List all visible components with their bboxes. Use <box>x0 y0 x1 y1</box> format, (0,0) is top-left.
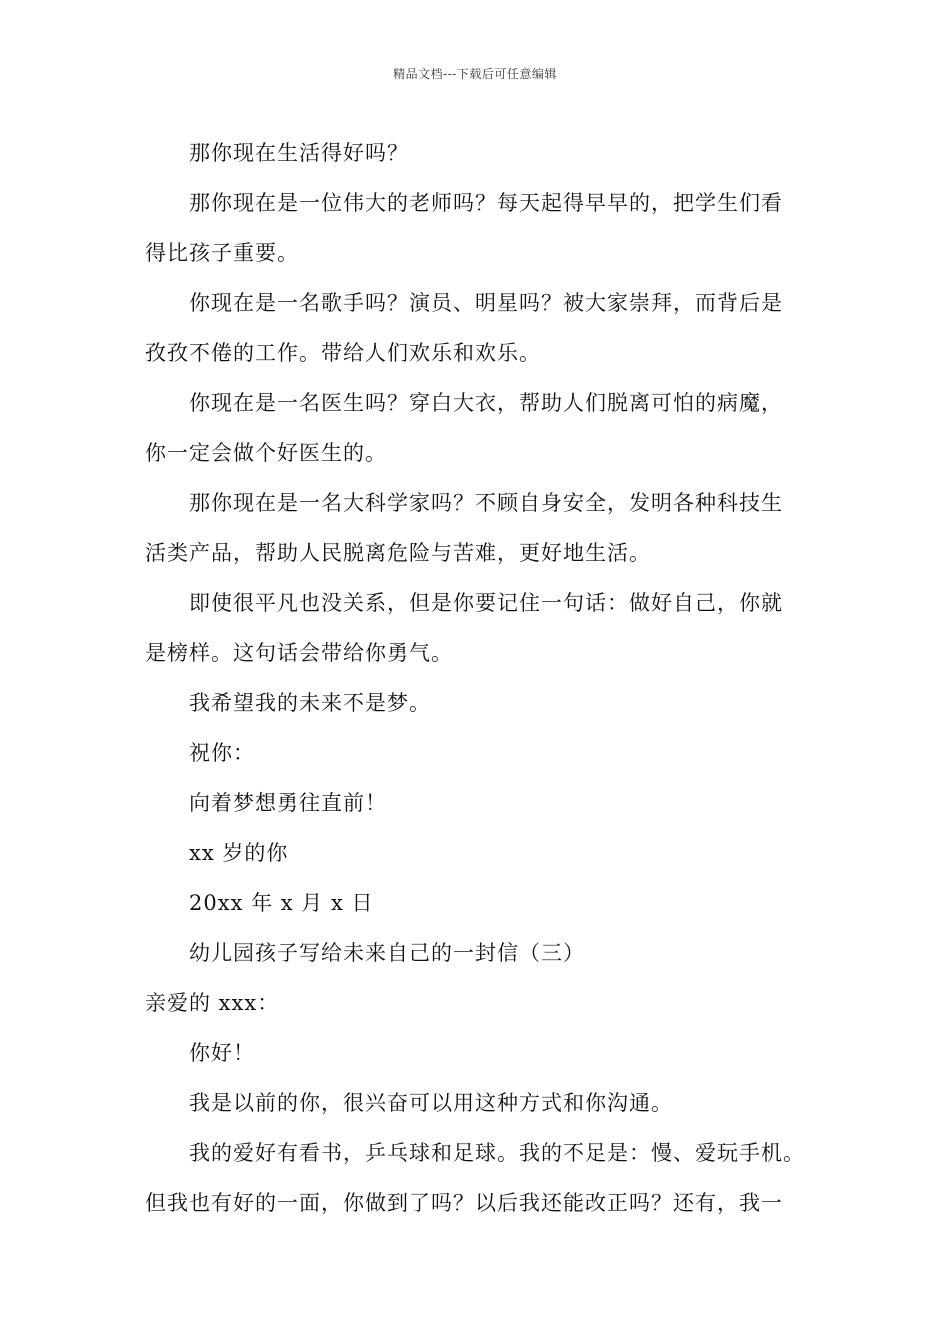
text-line: 是榜样。这句话会带给你勇气。 <box>145 641 453 665</box>
text-line: 我的爱好有看书，乒乓球和足球。我的不足是：慢、爱玩手机。 <box>189 1141 805 1165</box>
text-line: 我是以前的你，很兴奋可以用这种方式和你沟通。 <box>189 1091 673 1115</box>
text-line: 活类产品，帮助人民脱离危险与苦难，更好地生活。 <box>145 541 651 565</box>
text-line: 那你现在生活得好吗？ <box>189 141 409 165</box>
text-line: 那你现在是一位伟大的老师吗？每天起得早早的，把学生们看 <box>189 191 783 215</box>
page-header: 精品文档---下载后可任意编辑 <box>393 67 557 81</box>
text-line: 即使很平凡也没关系，但是你要记住一句话：做好自己，你就 <box>189 591 783 615</box>
date-line: 20xx 年 x 月 x 日 <box>189 891 374 915</box>
section-title: 幼儿园孩子写给未来自己的一封信（三） <box>189 941 585 965</box>
text-line: 你好！ <box>189 1041 255 1065</box>
text-line: 得比孩子重要。 <box>145 241 299 265</box>
text-line: 你现在是一名歌手吗？演员、明星吗？被大家崇拜，而背后是 <box>189 291 783 315</box>
document-body <box>145 128 815 1228</box>
closing-wish: 向着梦想勇往直前！ <box>189 791 387 815</box>
signature: xx 岁的你 <box>189 841 289 865</box>
greeting-line: 亲爱的 xxx： <box>145 991 280 1015</box>
text-line: 那你现在是一名大科学家吗？不顾自身安全，发明各种科技生 <box>189 491 783 515</box>
text-line: 你一定会做个好医生的。 <box>145 441 387 465</box>
text-line: 但我也有好的一面，你做到了吗？以后我还能改正吗？还有，我一 <box>145 1191 783 1215</box>
text-line: 孜孜不倦的工作。带给人们欢乐和欢乐。 <box>145 341 541 365</box>
closing-salutation: 祝你： <box>189 741 255 765</box>
text-line: 你现在是一名医生吗？穿白大衣，帮助人们脱离可怕的病魔， <box>189 391 783 415</box>
text-line: 我希望我的未来不是梦。 <box>189 691 431 715</box>
